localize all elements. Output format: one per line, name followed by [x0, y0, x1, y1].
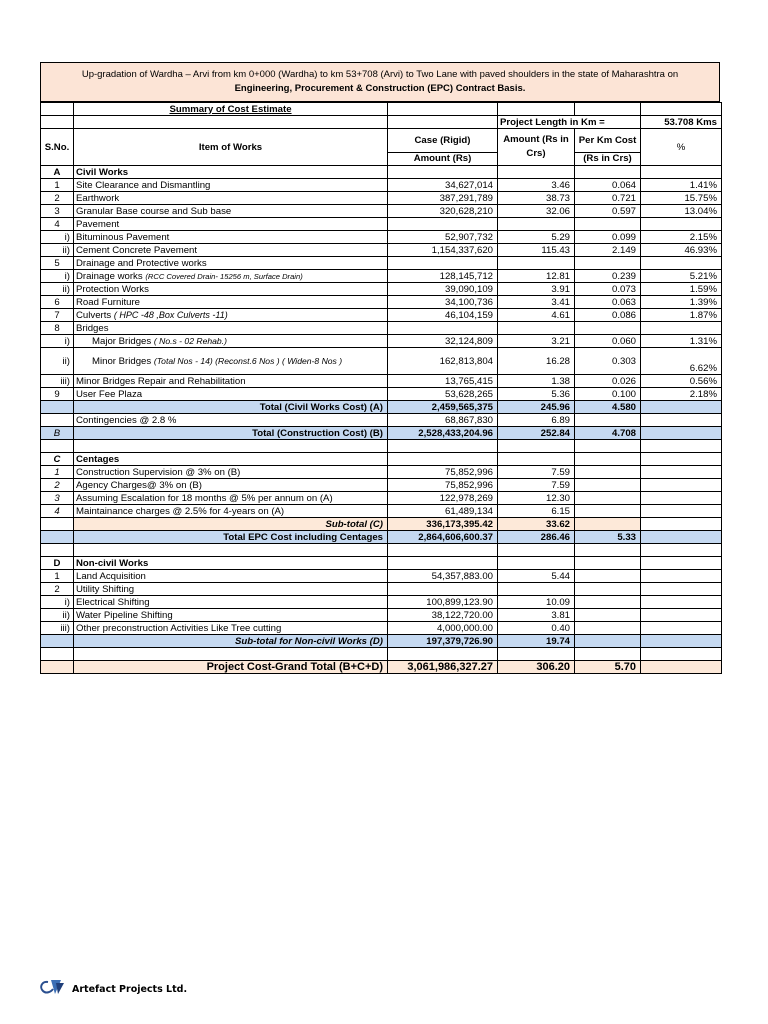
table-row: 1 Land Acquisition 54,357,883.00 5.44: [41, 570, 722, 583]
footer: [38, 978, 187, 1001]
per-km-unit-header: (Rs in Crs): [575, 152, 641, 165]
per-km-header: Per Km Cost: [575, 129, 641, 153]
table-row: iii) Minor Bridges Repair and Rehabilitation 13,765,415 1.38 0.026 0.56%: [41, 375, 722, 388]
summary-title: Summary of Cost Estimate: [74, 103, 388, 116]
table-row: 6 Road Furniture 34,100,736 3.41 0.063 1.39%: [41, 296, 722, 309]
table-row: 8 Bridges: [41, 322, 722, 335]
section-c-heading: C Centages: [41, 453, 722, 466]
table-row: ii) Protection Works 39,090,109 3.91 0.073 1.59%: [41, 283, 722, 296]
summary-row: [41, 103, 722, 116]
table-row: iii) Other preconstruction Activities Like Tree cutting 4,000,000.00 0.40: [41, 622, 722, 635]
amount-crs-header: Amount (Rs in Crs): [498, 129, 575, 166]
epc-total-row: Total EPC Cost including Centages 2,864,606,600.37 286.46 5.33: [41, 531, 722, 544]
project-length-label: Project Length in Km =: [498, 116, 641, 129]
table-row: i) Drainage works (RCC Covered Drain- 15256 m, Surface Drain) 128,145,712 12.81 0.239 5.21%: [41, 270, 722, 283]
table-row: 1 Construction Supervision @ 3% on (B) 75,852,996 7.59: [41, 466, 722, 479]
sno-header: S.No.: [41, 129, 74, 166]
table-row: 5 Drainage and Protective works: [41, 257, 722, 270]
title-line-2: Engineering, Procurement & Construction (EPC) Contract Basis.: [234, 83, 526, 94]
table-row: i) Electrical Shifting 100,899,123.90 10.09: [41, 596, 722, 609]
table-row: 4 Maintainance charges @ 2.5% for 4-years on (A) 61,489,134 6.15: [41, 505, 722, 518]
spacer-row: [41, 544, 722, 557]
percent-header: %: [641, 129, 722, 166]
table-row: 3 Assuming Escalation for 18 months @ 5% per annum on (A) 122,978,269 12.30: [41, 492, 722, 505]
table-row: 4 Pavement: [41, 218, 722, 231]
centages-subtotal-row: Sub-total (C) 336,173,395.42 33.62: [41, 518, 722, 531]
table-row: i) Bituminous Pavement 52,907,732 5.29 0.099 2.15%: [41, 231, 722, 244]
document-title: [40, 62, 720, 102]
section-a-heading: A Civil Works: [41, 166, 722, 179]
table-row: 2 Agency Charges@ 3% on (B) 75,852,996 7.59: [41, 479, 722, 492]
table-row: 7 Culverts ( HPC -48 ,Box Culverts -11) 46,104,159 4.61 0.086 1.87%: [41, 309, 722, 322]
table-row: ii) Water Pipeline Shifting 38,122,720.00 3.81: [41, 609, 722, 622]
project-length-value: 53.708 Kms: [641, 116, 722, 129]
table-row: 3 Granular Base course and Sub base 320,628,210 32.06 0.597 13.04%: [41, 205, 722, 218]
table-row: ii) Cement Concrete Pavement 1,154,337,620 115.43 2.149 46.93%: [41, 244, 722, 257]
construction-total-row: B Total (Construction Cost) (B) 2,528,433,204.96 252.84 4.708: [41, 427, 722, 440]
civil-total-row: Total (Civil Works Cost) (A) 2,459,565,375 245.96 4.580: [41, 401, 722, 414]
artefact-logo-icon: [38, 978, 66, 1001]
grand-total-row: Project Cost-Grand Total (B+C+D) 3,061,986,327.27 306.20 5.70: [41, 661, 722, 674]
section-d-heading: D Non-civil Works: [41, 557, 722, 570]
column-header-row: [41, 129, 722, 153]
item-header: Item of Works: [74, 129, 388, 166]
table-row: ii) Minor Bridges (Total Nos - 14) (Reconst.6 Nos ) ( Widen-8 Nos ) 162,813,804 16.28 0.303 6.62%: [41, 348, 722, 375]
table-row: 1 Site Clearance and Dismantling 34,627,014 3.46 0.064 1.41%: [41, 179, 722, 192]
title-line-1: Up-gradation of Wardha – Arvi from km 0+000 (Wardha) to km 53+708 (Arvi) to Two Lane with paved shoulders in the state of Maharashtra on: [81, 69, 679, 80]
company-name: Artefact Projects Ltd.: [72, 984, 188, 995]
amount-rs-header: Amount (Rs): [388, 152, 498, 165]
table-row: 9 User Fee Plaza 53,628,265 5.36 0.100 2.18%: [41, 388, 722, 401]
project-length-row: [41, 116, 722, 129]
table-row: 2 Utility Shifting: [41, 583, 722, 596]
case-header: Case (Rigid): [388, 129, 498, 153]
noncivil-subtotal-row: Sub-total for Non-civil Works (D) 197,379,726.90 19.74: [41, 635, 722, 648]
contingencies-row: Contingencies @ 2.8 % 68,867,830 6.89: [41, 414, 722, 427]
table-row: i) Major Bridges ( No.s - 02 Rehab.) 32,124,809 3.21 0.060 1.31%: [41, 335, 722, 348]
spacer-row: [41, 648, 722, 661]
table-row: 2 Earthwork 387,291,789 38.73 0.721 15.75%: [41, 192, 722, 205]
cost-estimate-table: [40, 102, 722, 674]
spacer-row: [41, 440, 722, 453]
